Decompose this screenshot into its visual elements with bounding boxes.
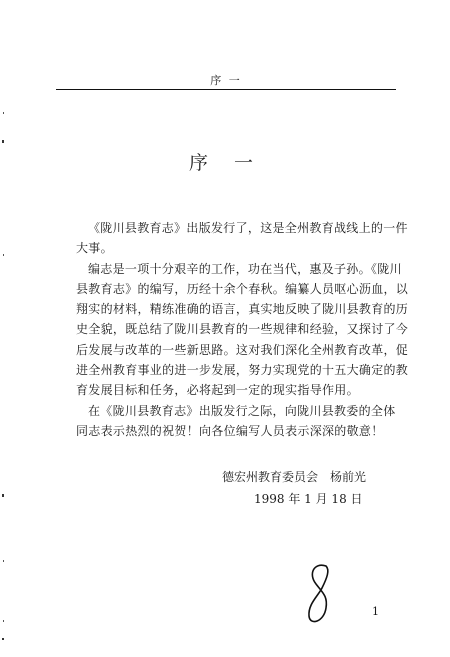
text-line: 在《陇川县教育志》出版发行之际，向陇川县教委的全体 <box>88 403 396 418</box>
signature-date: 1998 年 1 月 18 日 <box>254 492 363 506</box>
header-rule <box>56 89 396 90</box>
running-header: 序 一 <box>210 74 242 87</box>
text-line: 同志表示热烈的祝贺！向各位编写人员表示深深的敬意！ <box>76 423 384 438</box>
text-line: 《陇川县教育志》出版发行了，这是全州教育战线上的一件 <box>88 221 408 235</box>
text-line: 县教育志》的编写，历经十余个春秋。编纂人员呕心沥血，以 <box>76 281 409 296</box>
signature-block <box>222 466 402 510</box>
text-line: 史全貌，既总结了陇川县教育的一些规律和经验，又探讨了今 <box>76 322 409 337</box>
scan-margin-marks <box>0 0 20 657</box>
paragraph-2 <box>76 259 409 401</box>
text-line: 后发展与改革的一些新思路。这对我们深化全州教育改革，促 <box>76 342 409 357</box>
text-line: 翔实的材料，精练准确的语言，真实地反映了陇川县教育的历 <box>76 302 409 317</box>
page-title: 序 一 <box>188 152 264 174</box>
handwritten-number-mark <box>300 560 340 630</box>
signature-author: 德宏州教育委员会 杨前光 <box>222 470 367 484</box>
body-text <box>76 218 409 441</box>
text-line: 育发展目标和任务，必将起到一定的现实指导作用。 <box>76 383 359 398</box>
text-line: 大事。 <box>76 241 113 256</box>
page-number: 1 <box>372 605 379 618</box>
text-line: 进全州教育事业的进一步发展，努力实现党的十五大确定的教 <box>76 363 409 378</box>
paragraph-3 <box>76 401 398 442</box>
text-line: 编志是一项十分艰辛的工作，功在当代，惠及子孙。《陇川 <box>88 261 402 276</box>
paragraph-1 <box>76 218 408 259</box>
